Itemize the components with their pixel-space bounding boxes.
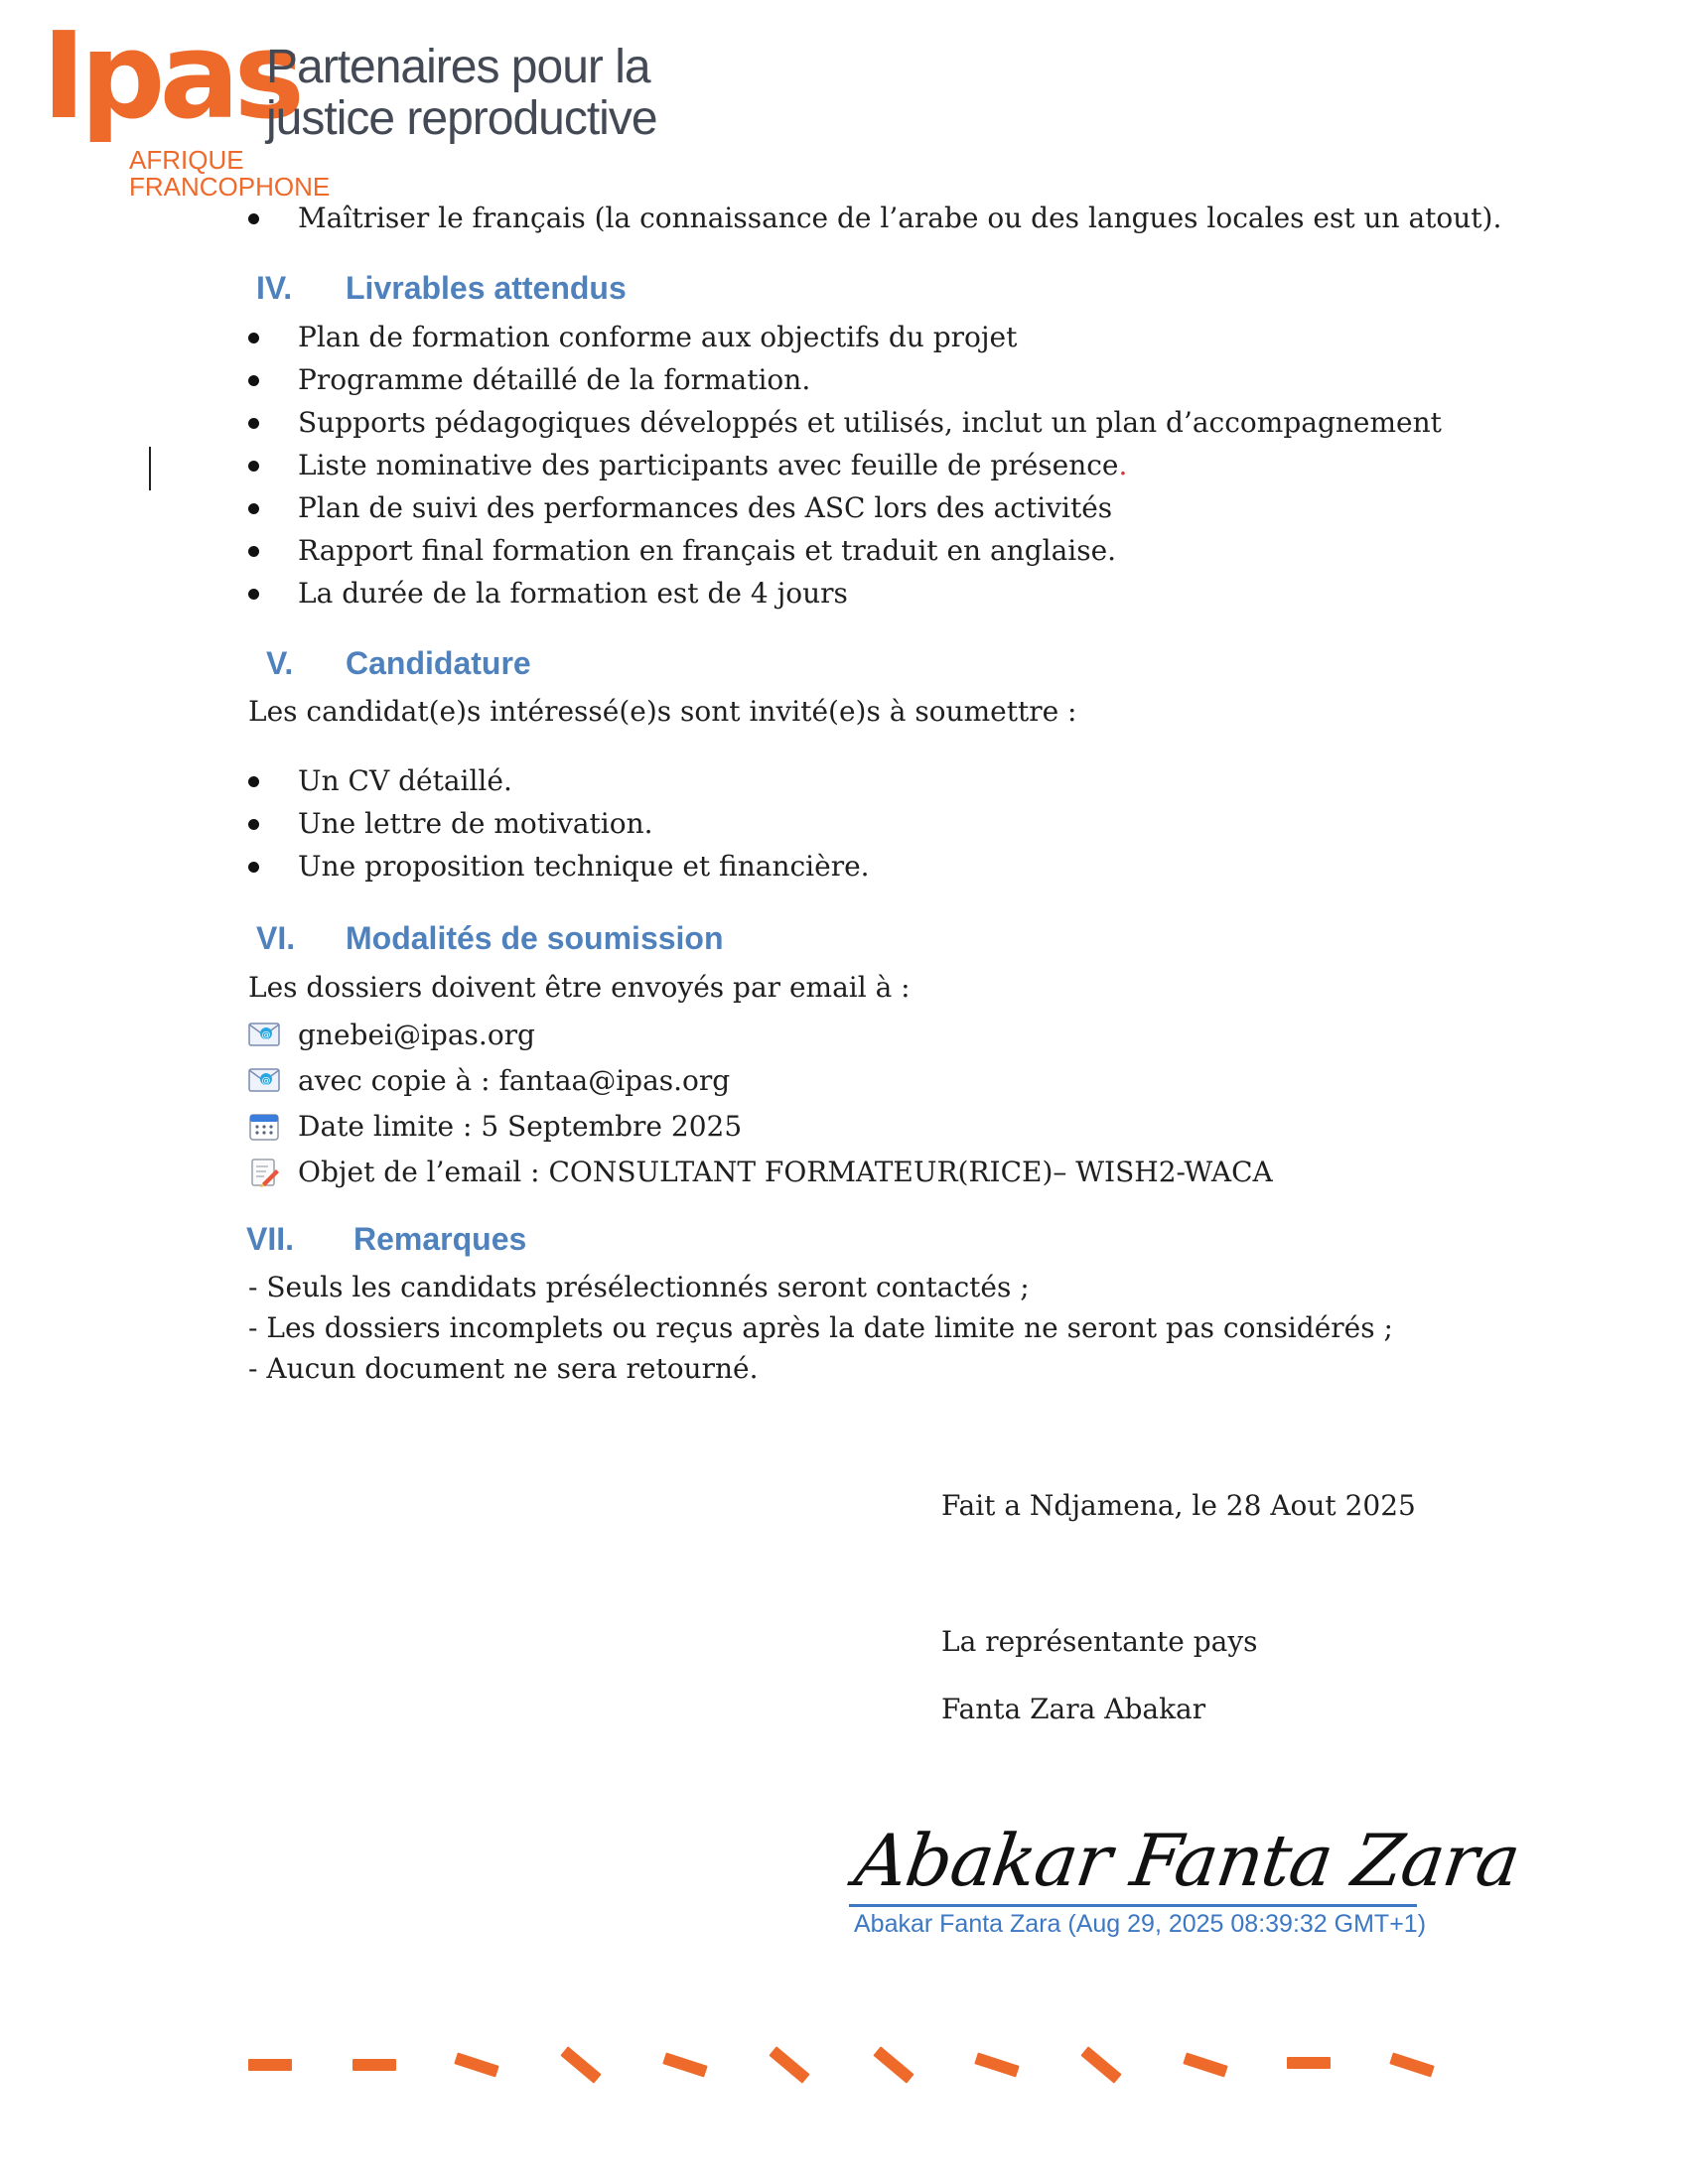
remark-line: - Les dossiers incomplets ou reçus après la date limite ne seront pas considérés ;	[248, 1311, 1393, 1344]
text-cursor	[149, 447, 151, 490]
logo-tagline-line-2: justice reproductive	[266, 92, 657, 145]
footer-dash	[560, 2046, 601, 2083]
candidature-lead: Les candidat(e)s intéressé(e)s sont invité(e)s à soumettre :	[248, 695, 1077, 728]
svg-text:@: @	[261, 1030, 271, 1040]
memo-icon	[248, 1158, 280, 1185]
list-item: Une lettre de motivation.	[248, 802, 870, 845]
submission-line	[248, 1104, 742, 1148]
candidature-list	[248, 759, 870, 887]
submission-line	[248, 1150, 1273, 1193]
email-icon	[248, 1066, 280, 1094]
section-title: Livrables attendus	[346, 270, 627, 306]
submission-line	[248, 1058, 730, 1102]
footer-dash	[873, 2046, 914, 2083]
submission-line-text: gnebei@ipas.org	[298, 1018, 535, 1051]
section-title: Remarques	[353, 1221, 527, 1257]
list-item: Programme détaillé de la formation.	[248, 358, 1442, 401]
email-icon	[248, 1021, 280, 1048]
signatory-role: La représentante pays	[941, 1625, 1258, 1658]
remark-line: - Aucun document ne sera retourné.	[248, 1352, 759, 1385]
footer-dash	[662, 2052, 708, 2077]
signature-caption: Abakar Fanta Zara (Aug 29, 2025 08:39:32 GMT+1)	[854, 1910, 1427, 1938]
list-item: Une proposition technique et financière.	[248, 845, 870, 887]
footer-dash	[974, 2052, 1020, 2077]
list-item: Un CV détaillé.	[248, 759, 870, 802]
section-number: IV.	[256, 270, 293, 306]
place-date: Fait a Ndjamena, le 28 Aout 2025	[941, 1489, 1416, 1522]
section-heading-iv	[256, 270, 627, 307]
section-heading-vi	[256, 920, 724, 957]
submission-lead: Les dossiers doivent être envoyés par email à :	[248, 971, 911, 1004]
signature-line	[849, 1904, 1417, 1907]
list-item: Supports pédagogiques développés et utilisés, inclut un plan d’accompagnement	[248, 401, 1442, 444]
list-item: Rapport final formation en français et traduit en anglaise.	[248, 529, 1442, 572]
footer-dash	[1389, 2052, 1435, 2077]
footer-dash	[1287, 2057, 1331, 2069]
list-item: La durée de la formation est de 4 jours	[248, 572, 1442, 614]
deliverables-list	[248, 316, 1442, 614]
list-item: Plan de formation conforme aux objectifs du projet	[248, 316, 1442, 358]
logo-tagline-line-1: Partenaires pour la	[266, 41, 650, 93]
calendar-icon	[248, 1112, 280, 1140]
section-number: V.	[266, 645, 294, 681]
signatory-name: Fanta Zara Abakar	[941, 1693, 1206, 1725]
ipas-logo	[42, 8, 657, 202]
struck-period: .	[1118, 449, 1128, 481]
submission-line	[248, 1013, 535, 1056]
footer-dash	[352, 2059, 396, 2071]
logo-mark: Ipas	[42, 8, 299, 146]
logo-tagline	[266, 42, 657, 145]
logo-region	[129, 147, 330, 201]
list-item	[248, 444, 1442, 486]
handwritten-signature: Abakar Fanta Zara	[850, 1819, 1525, 1902]
intro-list	[248, 197, 1501, 239]
svg-text:@: @	[261, 1076, 271, 1086]
section-heading-vii	[246, 1221, 527, 1258]
footer-dash	[248, 2059, 292, 2071]
footer-dash	[1183, 2052, 1228, 2077]
footer-dash	[769, 2046, 809, 2083]
section-number: VII.	[246, 1221, 295, 1257]
footer-dash	[454, 2052, 499, 2077]
remark-line: - Seuls les candidats présélectionnés seront contactés ;	[248, 1271, 1030, 1303]
list-item-text: Liste nominative des participants avec feuille de présence	[298, 449, 1119, 481]
logo-region-line-2: FRANCOPHONE	[129, 172, 331, 202]
submission-line-text: Objet de l’email : CONSULTANT FORMATEUR(RICE)– WISH2-WACA	[298, 1155, 1273, 1188]
list-item: Plan de suivi des performances des ASC lors des activités	[248, 486, 1442, 529]
logo-region-line-1: AFRIQUE	[129, 145, 244, 175]
list-item: Maîtriser le français (la connaissance de l’arabe ou des langues locales est un atout).	[248, 197, 1501, 239]
section-title: Candidature	[346, 645, 531, 681]
submission-line-text: avec copie à : fantaa@ipas.org	[298, 1063, 731, 1097]
section-heading-v	[266, 645, 531, 682]
section-title: Modalités de soumission	[346, 920, 724, 956]
submission-line-text: Date limite : 5 Septembre 2025	[298, 1109, 743, 1143]
section-number: VI.	[256, 920, 296, 956]
footer-dash	[1080, 2046, 1121, 2083]
